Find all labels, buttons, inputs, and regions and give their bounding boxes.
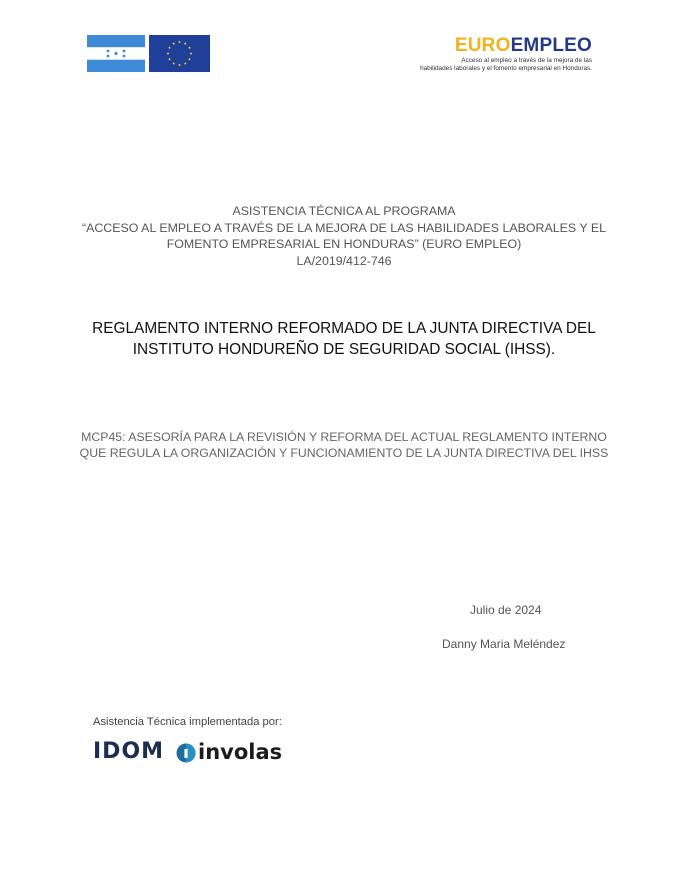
logo-tagline-1: Acceso al empleo a través de la mejora de las [461,57,592,64]
implemented-by-label: Asistencia Técnica implementada por: [93,716,282,728]
document-date: Julio de 2024 [470,603,542,617]
euroempleo-wordmark [420,36,592,56]
document-title [40,318,648,360]
title-line-1: REGLAMENTO INTERNO REFORMADO DE LA JUNTA DIRECTIVA DEL [92,320,596,337]
mcp-line-2: QUE REGULA LA ORGANIZACIÓN Y FUNCIONAMIENTO DE LA JUNTA DIRECTIVA DEL IHSS [79,446,609,461]
honduras-flag-icon [87,35,145,72]
title-line-2: INSTITUTO HONDUREÑO DE SEGURIDAD SOCIAL (IHSS). [132,341,556,358]
euroempleo-logo [420,36,592,73]
european-union-flag-icon [149,35,210,72]
logo-euro: EURO [454,35,511,56]
programa-line-4: LA/2019/412-746 [296,253,392,268]
logo-tagline-2: habilidades laborales y el fomento empresarial en Honduras. [420,65,592,72]
programa-line-2: “ACCESO AL EMPLEO A TRAVÉS DE LA MEJORA DE LAS HABILIDADES LABORALES Y EL [81,220,607,235]
idom-logo: IDOM [93,739,165,764]
document-author: Danny Maria Meléndez [442,637,566,651]
mcp-line-1: MCP45: ASESORÍA PARA LA REVISIÓN Y REFORMA DEL ACTUAL REGLAMENTO INTERNO [81,430,607,444]
logo-empleo: EMPLEO [510,35,592,56]
programa-line-3: FOMENTO EMPRESARIAL EN HONDURAS” (EURO EMPLEO) [166,237,522,251]
programa-line-1: ASISTENCIA TÉCNICA AL PROGRAMA [232,204,456,218]
programa-block [40,203,648,269]
involas-wordmark: involas [198,740,283,764]
mcp-subtitle [40,429,648,462]
involas-mark-icon [176,743,196,763]
